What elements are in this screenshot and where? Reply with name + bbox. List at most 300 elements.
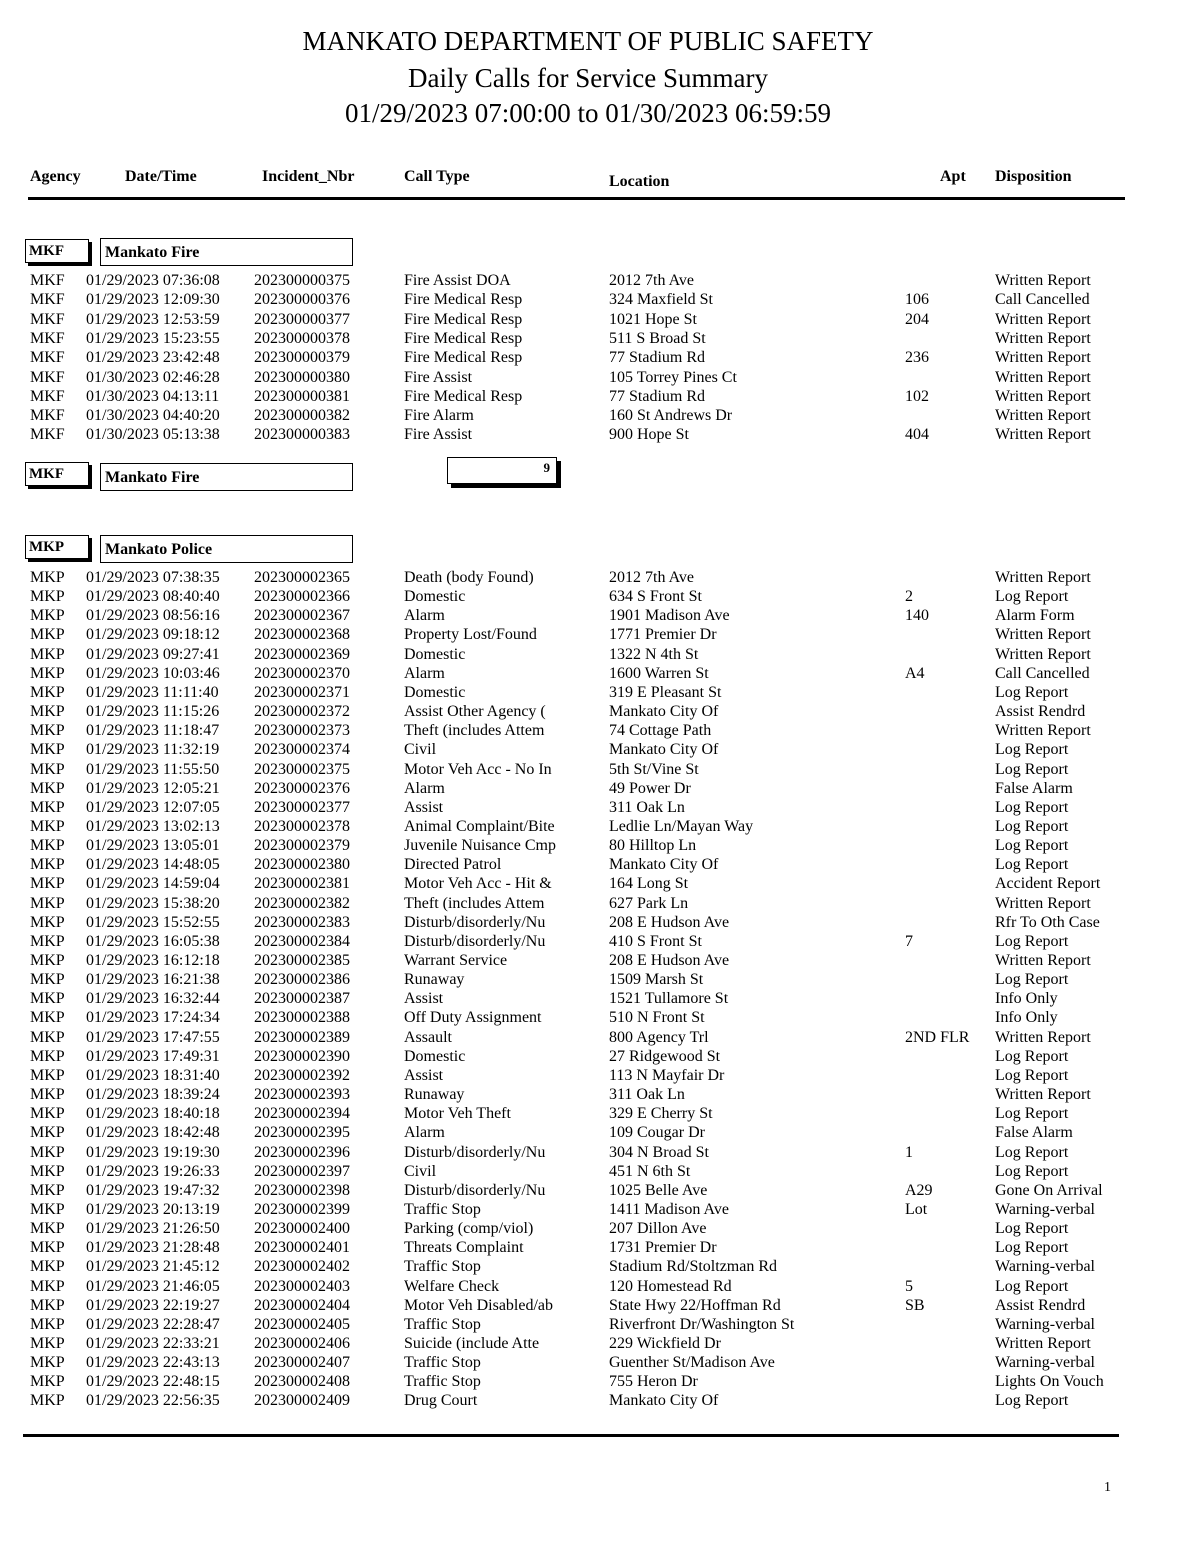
incident-number-cell: 202300002375 (254, 760, 350, 778)
datetime-cell: 01/29/2023 11:18:47 (86, 722, 220, 740)
disposition-cell: Log Report (995, 798, 1069, 816)
fire-footer-name-box: Mankato Fire (100, 463, 353, 491)
datetime-cell: 01/29/2023 15:23:55 (86, 329, 220, 347)
disposition-cell: Written Report (995, 368, 1091, 386)
incident-number-cell: 202300002383 (254, 913, 350, 931)
table-row (0, 1143, 1200, 1162)
location-cell: 304 N Broad St (609, 1143, 709, 1161)
location-cell: 510 N Front St (609, 1009, 705, 1027)
call-type-cell: Civil (404, 741, 437, 759)
call-type-cell: Traffic Stop (404, 1200, 481, 1218)
location-cell: Mankato City Of (609, 741, 719, 759)
agency-cell: MKP (30, 1373, 65, 1391)
table-row (0, 740, 1200, 759)
agency-cell: MKF (30, 291, 65, 309)
incident-number-cell: 202300002390 (254, 1047, 350, 1065)
agency-cell: MKP (30, 1066, 65, 1084)
incident-number-cell: 202300002402 (254, 1258, 350, 1276)
location-cell: 511 S Broad St (609, 329, 706, 347)
disposition-cell: Log Report (995, 971, 1069, 989)
agency-cell: MKP (30, 1296, 65, 1314)
agency-cell: MKP (30, 569, 65, 586)
datetime-cell: 01/29/2023 18:31:40 (86, 1066, 220, 1084)
location-cell: 451 N 6th St (609, 1162, 691, 1180)
table-row (0, 913, 1200, 932)
agency-cell: MKP (30, 932, 65, 950)
table-row (0, 310, 1200, 329)
agency-cell: MKP (30, 1047, 65, 1065)
incident-number-cell: 202300002401 (254, 1239, 350, 1257)
table-row (0, 1200, 1200, 1219)
apt-cell: SB (905, 1296, 925, 1314)
table-row (0, 1372, 1200, 1391)
agency-cell: MKF (30, 407, 65, 425)
call-type-cell: Suicide (include Atte (404, 1335, 540, 1352)
location-cell: Stadium Rd/Stoltzman Rd (609, 1258, 778, 1276)
call-type-cell: Assist (404, 1066, 444, 1084)
call-type-cell: Threats Complaint (404, 1239, 524, 1257)
location-cell: 77 Stadium Rd (609, 349, 706, 367)
datetime-cell: 01/30/2023 04:13:11 (86, 387, 220, 405)
incident-number-cell: 202300000381 (254, 387, 350, 405)
datetime-cell: 01/29/2023 15:52:55 (86, 913, 220, 931)
disposition-cell: Accident Report (995, 875, 1101, 893)
table-row (0, 290, 1200, 309)
report-subtitle: Daily Calls for Service Summary (408, 63, 768, 93)
incident-number-cell: 202300002406 (254, 1335, 350, 1352)
agency-cell: MKP (30, 703, 65, 721)
incident-number-cell: 202300000379 (254, 349, 350, 367)
table-row (0, 368, 1200, 387)
disposition-cell: Written Report (995, 1086, 1091, 1104)
location-cell: 207 Dillon Ave (609, 1220, 707, 1238)
table-row (0, 1028, 1200, 1047)
table-row (0, 779, 1200, 798)
apt-cell: 106 (905, 291, 929, 309)
table-row (0, 702, 1200, 721)
agency-cell: MKP (30, 1200, 65, 1218)
location-cell: Ledlie Ln/Mayan Way (609, 817, 754, 835)
location-cell: 27 Ridgewood St (609, 1047, 721, 1065)
incident-number-cell: 202300002368 (254, 626, 350, 644)
disposition-cell: Log Report (995, 1162, 1069, 1180)
call-type-cell: Disturb/disorderly/Nu (404, 1143, 546, 1161)
table-row (0, 1085, 1200, 1104)
disposition-cell: Warning-verbal (995, 1315, 1095, 1333)
location-cell: 164 Long St (609, 875, 689, 893)
location-cell: State Hwy 22/Hoffman Rd (609, 1296, 781, 1314)
table-row (0, 932, 1200, 951)
table-row (0, 425, 1200, 444)
agency-cell: MKP (30, 837, 65, 855)
agency-cell: MKP (30, 990, 65, 1008)
disposition-cell: Log Report (995, 1220, 1069, 1238)
police-agency-code-box: MKP (25, 535, 89, 559)
incident-number-cell: 202300002392 (254, 1066, 350, 1084)
datetime-cell: 01/29/2023 18:42:48 (86, 1124, 220, 1142)
table-row (0, 568, 1200, 587)
agency-cell: MKF (30, 387, 65, 405)
agency-cell: MKP (30, 683, 65, 701)
location-cell: 1731 Premier Dr (609, 1239, 717, 1257)
location-cell: 634 S Front St (609, 588, 702, 606)
table-row (0, 1391, 1200, 1410)
disposition-cell: Log Report (995, 588, 1069, 606)
table-row (0, 760, 1200, 779)
datetime-cell: 01/29/2023 08:40:40 (86, 588, 220, 606)
datetime-cell: 01/29/2023 11:32:19 (86, 741, 220, 759)
incident-number-cell: 202300002380 (254, 856, 350, 874)
datetime-cell: 01/29/2023 16:12:18 (86, 952, 220, 969)
agency-cell: MKP (30, 1105, 65, 1123)
agency-cell: MKP (30, 607, 65, 625)
datetime-cell: 01/29/2023 19:26:33 (86, 1162, 220, 1180)
datetime-cell: 01/29/2023 12:07:05 (86, 798, 220, 816)
agency-cell: MKP (30, 798, 65, 816)
agency-cell: MKP (30, 722, 65, 740)
call-type-cell: Domestic (404, 1047, 466, 1065)
location-cell: 800 Agency Trl (609, 1028, 709, 1046)
datetime-cell: 01/30/2023 05:13:38 (86, 426, 220, 444)
incident-number-cell: 202300002374 (254, 741, 350, 759)
incident-number-cell: 202300002366 (254, 588, 350, 606)
table-row (0, 664, 1200, 683)
datetime-cell: 01/30/2023 04:40:20 (86, 407, 220, 425)
location-cell: 49 Power Dr (609, 779, 691, 797)
incident-number-cell: 202300002372 (254, 703, 350, 721)
apt-cell: Lot (905, 1200, 928, 1218)
column-header-calltype: Call Type (404, 168, 470, 185)
location-cell: 1322 N 4th St (609, 645, 699, 663)
location-cell: 329 E Cherry St (609, 1105, 713, 1123)
datetime-cell: 01/29/2023 09:18:12 (86, 626, 220, 644)
agency-cell: MKP (30, 952, 65, 969)
incident-number-cell: 202300002396 (254, 1143, 350, 1161)
call-type-cell: Assist (404, 798, 444, 816)
call-type-cell: Warrant Service (404, 952, 508, 969)
location-cell: 627 Park Ln (609, 894, 689, 912)
location-cell: 80 Hilltop Ln (609, 837, 697, 855)
disposition-cell: Written Report (995, 626, 1091, 644)
call-type-cell: Fire Medical Resp (404, 387, 523, 405)
location-cell: 113 N Mayfair Dr (609, 1066, 725, 1084)
disposition-cell: Call Cancelled (995, 291, 1090, 309)
incident-number-cell: 202300002407 (254, 1354, 350, 1372)
disposition-cell: Written Report (995, 329, 1091, 347)
agency-cell: MKP (30, 1258, 65, 1276)
call-type-cell: Drug Court (404, 1392, 478, 1410)
datetime-cell: 01/29/2023 20:13:19 (86, 1200, 220, 1218)
disposition-cell: Log Report (995, 1066, 1069, 1084)
table-row (0, 1277, 1200, 1296)
disposition-cell: Log Report (995, 1277, 1069, 1295)
disposition-cell: Info Only (995, 1009, 1058, 1027)
location-cell: 324 Maxfield St (609, 291, 713, 309)
disposition-cell: Log Report (995, 760, 1069, 778)
disposition-cell: Log Report (995, 741, 1069, 759)
location-cell: 311 Oak Ln (609, 1086, 685, 1104)
location-cell: 311 Oak Ln (609, 798, 685, 816)
disposition-cell: Warning-verbal (995, 1258, 1095, 1276)
disposition-cell: False Alarm (995, 1124, 1073, 1142)
incident-number-cell: 202300002408 (254, 1373, 350, 1391)
disposition-cell: Warning-verbal (995, 1354, 1095, 1372)
disposition-cell: Assist Rendrd (995, 703, 1086, 721)
call-type-cell: Alarm (404, 607, 445, 625)
call-type-cell: Fire Medical Resp (404, 329, 523, 347)
disposition-cell: Lights On Vouch (995, 1373, 1104, 1391)
apt-cell: 236 (905, 349, 929, 367)
location-cell: Riverfront Dr/Washington St (609, 1315, 795, 1333)
location-cell: Mankato City Of (609, 703, 719, 721)
agency-cell: MKP (30, 913, 65, 931)
agency-cell: MKP (30, 1086, 65, 1104)
agency-cell: MKF (30, 349, 65, 367)
table-row (0, 1296, 1200, 1315)
agency-cell: MKP (30, 1354, 65, 1372)
location-cell: 1600 Warren St (609, 664, 709, 682)
datetime-cell: 01/29/2023 14:48:05 (86, 856, 220, 874)
location-cell: Mankato City Of (609, 1392, 719, 1410)
datetime-cell: 01/29/2023 12:53:59 (86, 310, 220, 328)
agency-cell: MKP (30, 856, 65, 874)
disposition-cell: Written Report (995, 426, 1091, 444)
table-row (0, 874, 1200, 893)
table-row (0, 1008, 1200, 1027)
incident-number-cell: 202300002373 (254, 722, 350, 740)
call-type-cell: Fire Assist (404, 426, 473, 444)
datetime-cell: 01/29/2023 19:47:32 (86, 1181, 220, 1199)
apt-cell: 102 (905, 387, 929, 405)
footer-divider (23, 1434, 1119, 1437)
agency-cell: MKP (30, 817, 65, 835)
call-type-cell: Motor Veh Acc - No In (404, 760, 552, 778)
call-type-cell: Traffic Stop (404, 1258, 481, 1276)
incident-number-cell: 202300002395 (254, 1124, 350, 1142)
incident-number-cell: 202300000377 (254, 310, 350, 328)
location-cell: 229 Wickfield Dr (609, 1335, 721, 1352)
incident-number-cell: 202300002387 (254, 990, 350, 1008)
location-cell: 160 St Andrews Dr (609, 407, 733, 425)
table-row (0, 1238, 1200, 1257)
disposition-cell: Written Report (995, 1335, 1091, 1352)
datetime-cell: 01/29/2023 22:19:27 (86, 1296, 220, 1314)
apt-cell: 2ND FLR (905, 1028, 970, 1046)
datetime-cell: 01/29/2023 08:56:16 (86, 607, 220, 625)
call-type-cell: Traffic Stop (404, 1354, 481, 1372)
table-row (0, 406, 1200, 425)
disposition-cell: Assist Rendrd (995, 1296, 1086, 1314)
call-type-cell: Juvenile Nuisance Cmp (404, 837, 556, 855)
agency-cell: MKP (30, 779, 65, 797)
datetime-cell: 01/29/2023 09:27:41 (86, 645, 220, 663)
disposition-cell: Log Report (995, 1392, 1069, 1410)
apt-cell: 2 (905, 588, 913, 606)
table-row (0, 645, 1200, 664)
disposition-cell: Gone On Arrival (995, 1181, 1103, 1199)
agency-cell: MKP (30, 1315, 65, 1333)
call-type-cell: Disturb/disorderly/Nu (404, 913, 546, 931)
incident-number-cell: 202300002409 (254, 1392, 350, 1410)
datetime-cell: 01/29/2023 22:56:35 (86, 1392, 220, 1410)
agency-cell: MKP (30, 1181, 65, 1199)
table-row (0, 1181, 1200, 1200)
location-cell: 74 Cottage Path (609, 722, 712, 740)
incident-number-cell: 202300002405 (254, 1315, 350, 1333)
report-title: MANKATO DEPARTMENT OF PUBLIC SAFETY (302, 26, 874, 56)
call-type-cell: Theft (includes Attem (404, 894, 545, 912)
incident-number-cell: 202300000378 (254, 329, 350, 347)
table-row (0, 1315, 1200, 1334)
table-row (0, 1257, 1200, 1276)
agency-cell: MKP (30, 664, 65, 682)
column-header-datetime: Date/Time (125, 168, 197, 185)
call-type-cell: Alarm (404, 664, 445, 682)
disposition-cell: Alarm Form (995, 607, 1075, 625)
agency-cell: MKP (30, 1220, 65, 1238)
location-cell: 2012 7th Ave (609, 272, 695, 289)
location-cell: 1021 Hope St (609, 310, 697, 328)
datetime-cell: 01/29/2023 22:33:21 (86, 1335, 220, 1352)
header-divider (28, 197, 1125, 200)
disposition-cell: Written Report (995, 349, 1091, 367)
disposition-cell: Rfr To Oth Case (995, 913, 1100, 931)
datetime-cell: 01/29/2023 21:46:05 (86, 1277, 220, 1295)
disposition-cell: False Alarm (995, 779, 1073, 797)
call-type-cell: Domestic (404, 683, 466, 701)
table-row (0, 894, 1200, 913)
call-type-cell: Fire Medical Resp (404, 310, 523, 328)
call-type-cell: Fire Medical Resp (404, 291, 523, 309)
location-cell: Guenther St/Madison Ave (609, 1354, 775, 1372)
location-cell: 2012 7th Ave (609, 569, 695, 586)
incident-number-cell: 202300002388 (254, 1009, 350, 1027)
location-cell: 105 Torrey Pines Ct (609, 368, 737, 386)
call-type-cell: Directed Patrol (404, 856, 502, 874)
table-row (0, 1104, 1200, 1123)
table-row (0, 625, 1200, 644)
apt-cell: A29 (905, 1181, 933, 1199)
datetime-cell: 01/29/2023 12:05:21 (86, 779, 220, 797)
agency-cell: MKP (30, 1277, 65, 1295)
disposition-cell: Log Report (995, 932, 1069, 950)
datetime-cell: 01/29/2023 22:43:13 (86, 1354, 220, 1372)
datetime-cell: 01/29/2023 18:40:18 (86, 1105, 220, 1123)
call-type-cell: Disturb/disorderly/Nu (404, 932, 546, 950)
agency-cell: MKP (30, 971, 65, 989)
agency-cell: MKP (30, 1009, 65, 1027)
report-date-range: 01/29/2023 07:00:00 to 01/30/2023 06:59:59 (344, 98, 831, 128)
table-row (0, 348, 1200, 367)
call-type-cell: Parking (comp/viol) (404, 1220, 534, 1238)
incident-number-cell: 202300002385 (254, 952, 350, 969)
table-row (0, 1123, 1200, 1142)
call-type-cell: Runaway (404, 971, 465, 989)
datetime-cell: 01/29/2023 17:49:31 (86, 1047, 220, 1065)
incident-number-cell: 202300002367 (254, 607, 350, 625)
disposition-cell: Written Report (995, 1028, 1091, 1046)
incident-number-cell: 202300002404 (254, 1296, 350, 1314)
agency-cell: MKP (30, 1143, 65, 1161)
agency-cell: MKP (30, 1239, 65, 1257)
datetime-cell: 01/29/2023 11:11:40 (86, 683, 219, 701)
incident-number-cell: 202300002394 (254, 1105, 350, 1123)
disposition-cell: Written Report (995, 407, 1091, 425)
agency-cell: MKP (30, 588, 65, 606)
call-type-cell: Fire Assist (404, 368, 473, 386)
call-type-cell: Assist (404, 990, 444, 1008)
location-cell: 1771 Premier Dr (609, 626, 717, 644)
disposition-cell: Log Report (995, 856, 1069, 874)
apt-cell: A4 (905, 664, 925, 682)
disposition-cell: Warning-verbal (995, 1200, 1095, 1218)
table-row (0, 587, 1200, 606)
location-cell: 1411 Madison Ave (609, 1200, 729, 1218)
datetime-cell: 01/29/2023 21:26:50 (86, 1220, 220, 1238)
call-type-cell: Assist Other Agency ( (404, 703, 546, 721)
datetime-cell: 01/29/2023 17:47:55 (86, 1028, 220, 1046)
datetime-cell: 01/29/2023 23:42:48 (86, 349, 220, 367)
location-cell: 208 E Hudson Ave (609, 952, 730, 969)
incident-number-cell: 202300002398 (254, 1181, 350, 1199)
page-number: 1 (1104, 1480, 1111, 1495)
apt-cell: 1 (905, 1143, 913, 1161)
disposition-cell: Written Report (995, 645, 1091, 663)
incident-number-cell: 202300002369 (254, 645, 350, 663)
incident-number-cell: 202300002378 (254, 817, 350, 835)
fire-footer-code-box: MKF (25, 462, 89, 486)
disposition-cell: Written Report (995, 894, 1091, 912)
location-cell: 208 E Hudson Ave (609, 913, 730, 931)
table-row (0, 606, 1200, 625)
agency-cell: MKP (30, 875, 65, 893)
table-row (0, 836, 1200, 855)
call-type-cell: Fire Alarm (404, 407, 474, 425)
apt-cell: 7 (905, 932, 913, 950)
datetime-cell: 01/29/2023 22:28:47 (86, 1315, 220, 1333)
table-row (0, 1066, 1200, 1085)
incident-number-cell: 202300002386 (254, 971, 350, 989)
incident-number-cell: 202300002393 (254, 1086, 350, 1104)
fire-agency-name-box: Mankato Fire (100, 238, 353, 266)
location-cell: Mankato City Of (609, 856, 719, 874)
datetime-cell: 01/29/2023 21:28:48 (86, 1239, 220, 1257)
fire-agency-code-box: MKF (25, 239, 89, 263)
disposition-cell: Log Report (995, 837, 1069, 855)
column-header-location: Location (609, 173, 670, 190)
datetime-cell: 01/29/2023 16:05:38 (86, 932, 220, 950)
location-cell: 1025 Belle Ave (609, 1181, 708, 1199)
datetime-cell: 01/29/2023 17:24:34 (86, 1009, 220, 1027)
datetime-cell: 01/29/2023 14:59:04 (86, 875, 220, 893)
agency-cell: MKP (30, 626, 65, 644)
incident-number-cell: 202300002379 (254, 837, 350, 855)
table-row (0, 683, 1200, 702)
disposition-cell: Written Report (995, 569, 1091, 586)
table-row (0, 329, 1200, 348)
location-cell: 755 Heron Dr (609, 1373, 698, 1391)
call-type-cell: Domestic (404, 645, 466, 663)
incident-number-cell: 202300000382 (254, 407, 350, 425)
agency-cell: MKP (30, 741, 65, 759)
datetime-cell: 01/29/2023 16:21:38 (86, 971, 220, 989)
incident-number-cell: 202300002400 (254, 1220, 350, 1238)
table-row (0, 798, 1200, 817)
location-cell: 1901 Madison Ave (609, 607, 730, 625)
datetime-cell: 01/29/2023 16:32:44 (86, 990, 220, 1008)
column-header-agency: Agency (30, 168, 81, 185)
table-row (0, 1334, 1200, 1353)
